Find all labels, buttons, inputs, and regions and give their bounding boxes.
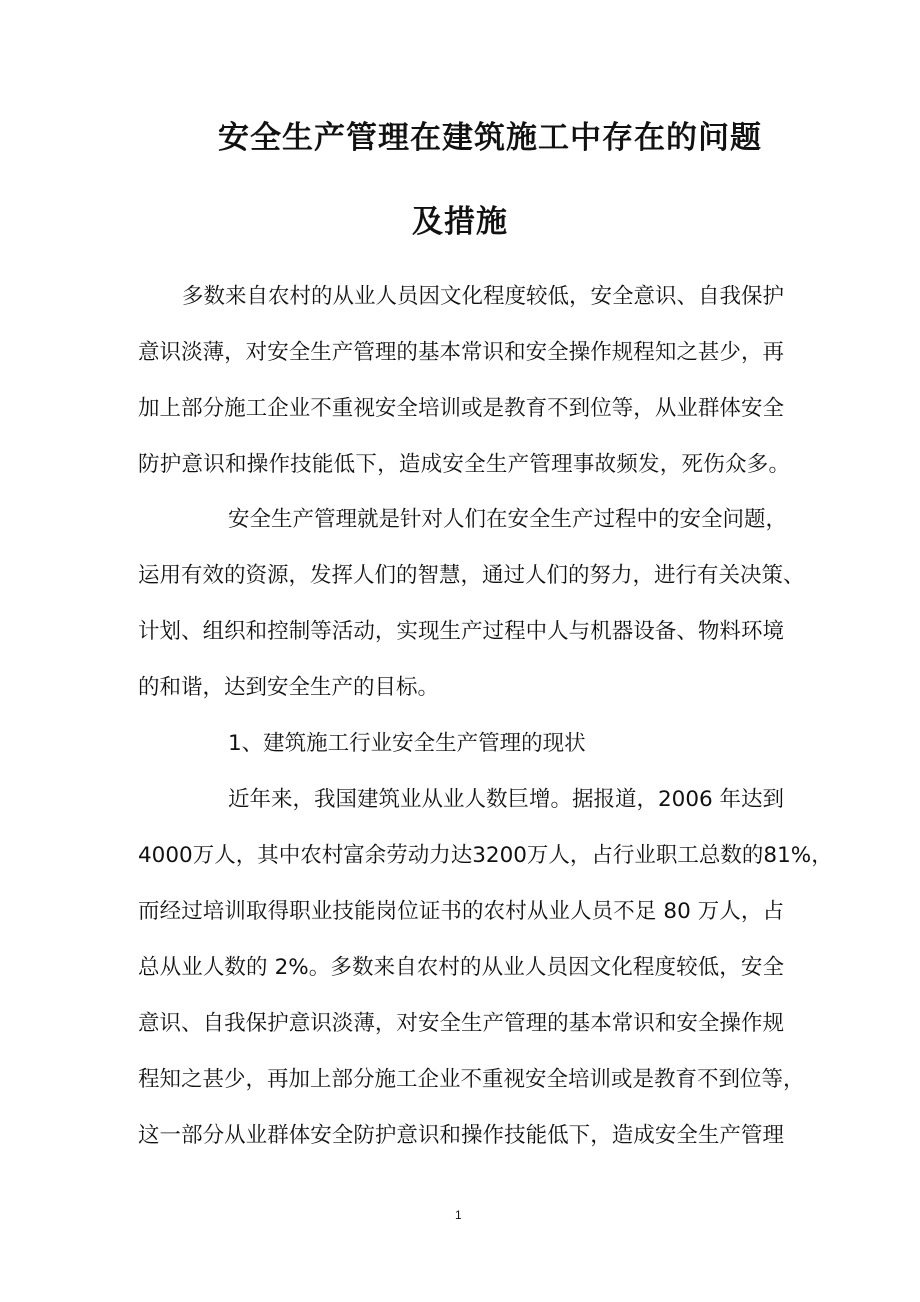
body-line: 意识淡薄，对安全生产管理的基本常识和安全操作规程知之甚少，再: [138, 340, 784, 365]
body-line: 多数来自农村的从业人员因文化程度较低，安全意识、自我保护: [182, 284, 785, 309]
body-line: 意识、自我保护意识淡薄，对安全生产管理的基本常识和安全操作规: [138, 1011, 784, 1036]
body-line: 4000万人，其中农村富余劳动力达3200万人，占行业职工总数的81%，: [138, 843, 833, 868]
document-title-line-1: 安全生产管理在建筑施工中存在的问题: [218, 120, 762, 156]
body-line: 计划、组织和控制等活动，实现生产过程中人与机器设备、物料环境: [138, 619, 784, 644]
body-line: 总从业人数的 2%。多数来自农村的从业人员因文化程度较低，安全: [138, 955, 784, 980]
body-line: 安全生产管理就是针对人们在安全生产过程中的安全问题，: [228, 507, 788, 532]
body-line: 而经过培训取得职业技能岗位证书的农村从业人员不足 80 万人，占: [138, 899, 784, 924]
body-line: 运用有效的资源，发挥人们的智慧，通过人们的努力，进行有关决策、: [138, 563, 805, 588]
body-line: 的和谐，达到安全生产的目标。: [138, 675, 440, 700]
page-number: 1: [455, 1208, 462, 1222]
body-line: 程知之甚少，再加上部分施工企业不重视安全培训或是教育不到位等，: [138, 1067, 805, 1092]
section-heading: 1、建筑施工行业安全生产管理的现状: [228, 731, 586, 756]
body-line: 加上部分施工企业不重视安全培训或是教育不到位等，从业群体安全: [138, 396, 784, 421]
body-line: 防护意识和操作技能低下，造成安全生产管理事故频发，死伤众多。: [138, 452, 790, 477]
body-line: 近年来，我国建筑业从业人数巨增。据报道，2006 年达到: [228, 787, 785, 812]
document-title-line-2: 及措施: [412, 204, 508, 240]
body-line: 这一部分从业群体安全防护意识和操作技能低下，造成安全生产管理: [138, 1123, 784, 1148]
